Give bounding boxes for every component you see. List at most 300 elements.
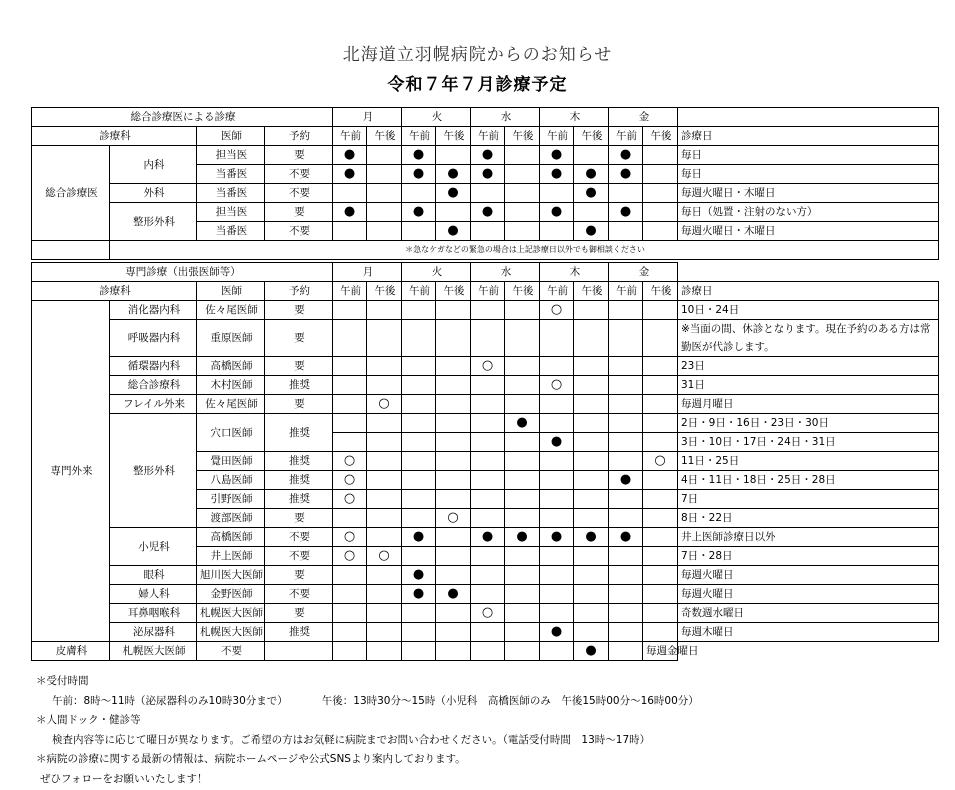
empty-slot [643, 604, 678, 623]
empty-slot [643, 203, 678, 222]
table-row [32, 604, 939, 623]
empty-slot [471, 471, 505, 490]
empty-slot [402, 320, 436, 357]
filled-circle-mark: ● [436, 165, 471, 184]
reservation-status: 要 [265, 395, 333, 414]
empty-slot [367, 357, 402, 376]
schedule-dates: 23日 [678, 357, 939, 376]
empty-slot [402, 604, 436, 623]
empty-slot [367, 604, 402, 623]
reservation-status: 推奨 [265, 471, 333, 490]
schedule-title: 令和７年７月診療予定 [387, 75, 568, 95]
empty-slot [436, 604, 471, 623]
empty-slot [574, 604, 609, 623]
reservation-status: 要 [265, 509, 333, 528]
table-row [32, 241, 939, 260]
empty-slot [574, 623, 609, 642]
table-row [32, 184, 939, 203]
filled-circle-mark: ● [471, 165, 505, 184]
empty-slot [402, 471, 436, 490]
table-row [32, 528, 939, 547]
reservation-status: 不要 [197, 642, 265, 661]
empty-slot [574, 509, 609, 528]
empty-slot [540, 414, 574, 433]
dept-name: 婦人科 [110, 585, 197, 604]
table-row [32, 623, 939, 642]
empty-slot [540, 320, 574, 357]
pm-header: 午後 [436, 127, 471, 146]
reservation-status: 不要 [265, 165, 333, 184]
empty-slot [471, 395, 505, 414]
reservation-status: 要 [265, 301, 333, 320]
doctor-name: 重原医師 [197, 320, 265, 357]
filled-circle-mark: ● [333, 165, 367, 184]
reservation-status: 不要 [265, 547, 333, 566]
empty-slot [367, 623, 402, 642]
empty-slot [609, 184, 643, 203]
doctor-name: 担当医 [197, 146, 265, 165]
filled-circle-mark: ● [402, 146, 436, 165]
empty-slot [402, 395, 436, 414]
table-row [32, 263, 939, 282]
dept-header: 診療科 [32, 127, 197, 146]
empty-slot [505, 184, 540, 203]
schedule-dates: 11日・25日 [678, 452, 939, 471]
dept-name: 耳鼻咽喉科 [110, 604, 197, 623]
specialist-table [31, 262, 939, 661]
empty-slot [643, 623, 678, 642]
empty-slot [643, 433, 678, 452]
schedule-dates: 毎週火曜日 [678, 566, 939, 585]
dept-name: 眼科 [110, 566, 197, 585]
day-header: 木 [540, 263, 609, 282]
empty-slot [333, 509, 367, 528]
empty-slot [367, 301, 402, 320]
filled-circle-mark: ● [402, 585, 436, 604]
empty-slot [471, 547, 505, 566]
schedule-dates: 毎週木曜日 [678, 623, 939, 642]
empty-slot [367, 642, 402, 661]
pm-header: 午後 [505, 127, 540, 146]
section-header: 総合診療医による診療 [32, 108, 333, 127]
open-circle-mark: ○ [333, 471, 367, 490]
empty-slot [471, 452, 505, 471]
pm-header: 午後 [367, 282, 402, 301]
empty-slot [505, 471, 540, 490]
empty-slot [609, 623, 643, 642]
filled-circle-mark: ● [574, 528, 609, 547]
empty-slot [333, 184, 367, 203]
dept-name: 呼吸器内科 [110, 320, 197, 357]
empty-slot [436, 395, 471, 414]
table-row [32, 108, 939, 127]
empty-slot [643, 471, 678, 490]
empty-slot [333, 320, 367, 357]
empty-slot [540, 222, 574, 241]
empty-slot [471, 642, 505, 661]
empty-slot [505, 433, 540, 452]
schedule-dates: 奇数週水曜日 [678, 604, 939, 623]
empty-slot [333, 433, 367, 452]
empty-slot [436, 642, 471, 661]
empty-slot [574, 203, 609, 222]
group-label: 専門外来 [32, 301, 110, 642]
filled-circle-mark: ● [609, 528, 643, 547]
empty-slot [540, 184, 574, 203]
empty-slot [471, 222, 505, 241]
empty-slot [505, 222, 540, 241]
schedule-dates: 毎日 [678, 165, 939, 184]
empty-slot [574, 301, 609, 320]
empty-slot [436, 203, 471, 222]
empty-slot [574, 320, 609, 357]
empty-slot [333, 301, 367, 320]
doctor-name: 旭川医大医師 [197, 566, 265, 585]
empty-slot [436, 623, 471, 642]
doctor-name: 佐々尾医師 [197, 395, 265, 414]
dept-name: 小児科 [110, 528, 197, 566]
pm-header: 午後 [574, 282, 609, 301]
empty-slot [436, 566, 471, 585]
open-circle-mark: ○ [367, 547, 402, 566]
empty-slot [540, 604, 574, 623]
table-row [32, 282, 939, 301]
empty-slot [505, 357, 540, 376]
empty-slot [333, 566, 367, 585]
dates-header: 診療日 [678, 282, 939, 301]
filled-circle-mark: ● [436, 222, 471, 241]
empty-slot [643, 376, 678, 395]
reservation-status: 不要 [265, 528, 333, 547]
filled-circle-mark: ● [471, 146, 505, 165]
reservation-status: 要 [265, 203, 333, 222]
empty-slot [402, 452, 436, 471]
blank-cell [678, 108, 939, 127]
reservation-status: 推奨 [265, 414, 333, 452]
doctor-name: 井上医師 [197, 547, 265, 566]
empty-slot [609, 566, 643, 585]
empty-slot [402, 222, 436, 241]
filled-circle-mark: ● [574, 222, 609, 241]
empty-slot [505, 203, 540, 222]
reservation-status: 要 [265, 146, 333, 165]
empty-slot [367, 509, 402, 528]
empty-slot [505, 566, 540, 585]
reservation-status: 推奨 [265, 623, 333, 642]
doctor-header: 医師 [197, 282, 265, 301]
reservation-status: 推奨 [265, 490, 333, 509]
doctor-name: 当番医 [197, 184, 265, 203]
reservation-status: 要 [265, 604, 333, 623]
pm-header: 午後 [367, 127, 402, 146]
filled-circle-mark: ● [540, 165, 574, 184]
pm-header: 午後 [643, 282, 678, 301]
filled-circle-mark: ● [333, 203, 367, 222]
pm-header: 午後 [436, 282, 471, 301]
empty-slot [402, 433, 436, 452]
empty-slot [505, 490, 540, 509]
empty-slot [505, 585, 540, 604]
reservation-status: 要 [265, 566, 333, 585]
empty-slot [402, 509, 436, 528]
dept-name: 外科 [110, 184, 197, 203]
schedule-dates: 毎週金曜日 [643, 642, 678, 661]
dept-name: フレイル外来 [110, 395, 197, 414]
empty-slot [402, 642, 436, 661]
am-header: 午前 [333, 127, 367, 146]
filled-circle-mark: ● [436, 184, 471, 203]
empty-slot [333, 623, 367, 642]
empty-slot [367, 320, 402, 357]
empty-slot [643, 490, 678, 509]
empty-slot [333, 222, 367, 241]
checkup-note: 検査内容等に応じて曜日が異なります。ご希望の方はお気軽に病院までお問い合わせください。（電話受付時間 13時～17時） [52, 733, 651, 746]
empty-slot [402, 490, 436, 509]
empty-slot [505, 146, 540, 165]
empty-slot [505, 604, 540, 623]
empty-slot [574, 471, 609, 490]
empty-slot [643, 146, 678, 165]
dept-name: 皮膚科 [32, 642, 110, 661]
empty-slot [505, 547, 540, 566]
filled-circle-mark: ● [609, 203, 643, 222]
empty-slot [540, 395, 574, 414]
doctor-name: 穴口医師 [197, 414, 265, 452]
empty-slot [367, 222, 402, 241]
day-header: 金 [609, 108, 678, 127]
schedule-dates: 井上医師診療日以外 [678, 528, 939, 547]
am-header: 午前 [609, 282, 643, 301]
empty-slot [436, 433, 471, 452]
empty-slot [609, 357, 643, 376]
pm-header: 午後 [574, 127, 609, 146]
empty-slot [471, 414, 505, 433]
empty-slot [402, 623, 436, 642]
empty-slot [609, 222, 643, 241]
blank-cell [32, 241, 110, 260]
empty-slot [643, 509, 678, 528]
empty-slot [402, 184, 436, 203]
empty-slot [643, 357, 678, 376]
empty-slot [436, 547, 471, 566]
empty-slot [643, 320, 678, 357]
empty-slot [574, 490, 609, 509]
schedule-dates: 8日・22日 [678, 509, 939, 528]
dept-name: 消化器内科 [110, 301, 197, 320]
filled-circle-mark: ● [505, 414, 540, 433]
empty-slot [367, 433, 402, 452]
table-row [32, 414, 939, 433]
dept-name: 整形外科 [110, 203, 197, 241]
reservation-status: 不要 [265, 222, 333, 241]
am-header: 午前 [609, 127, 643, 146]
empty-slot [333, 604, 367, 623]
empty-slot [540, 509, 574, 528]
blank-cell [678, 263, 939, 282]
day-header: 火 [402, 263, 471, 282]
empty-slot [436, 146, 471, 165]
am-header: 午前 [402, 282, 436, 301]
empty-slot [643, 585, 678, 604]
empty-slot [505, 320, 540, 357]
reservation-status: 要 [265, 357, 333, 376]
filled-circle-mark: ● [540, 623, 574, 642]
day-header: 火 [402, 108, 471, 127]
empty-slot [436, 357, 471, 376]
empty-slot [505, 165, 540, 184]
filled-circle-mark: ● [333, 146, 367, 165]
schedule-dates: ※当面の間、休診となります。現在予約のある方は常勤医が代診します。 [678, 320, 939, 357]
schedule-dates: 3日・10日・17日・24日・31日 [678, 433, 939, 452]
empty-slot [505, 623, 540, 642]
empty-slot [540, 471, 574, 490]
empty-slot [643, 547, 678, 566]
empty-slot [333, 414, 367, 433]
filled-circle-mark: ● [402, 203, 436, 222]
am-header: 午前 [540, 127, 574, 146]
schedule-dates: 毎週火曜日 [678, 585, 939, 604]
filled-circle-mark: ● [574, 642, 609, 661]
open-circle-mark: ○ [471, 357, 505, 376]
empty-slot [367, 414, 402, 433]
schedule-dates: 7日 [678, 490, 939, 509]
doctor-name: 高橋医師 [197, 528, 265, 547]
empty-slot [574, 414, 609, 433]
empty-slot [505, 301, 540, 320]
table-row [32, 642, 939, 661]
empty-slot [643, 395, 678, 414]
empty-slot [367, 585, 402, 604]
empty-slot [367, 165, 402, 184]
empty-slot [643, 222, 678, 241]
open-circle-mark: ○ [333, 452, 367, 471]
empty-slot [609, 547, 643, 566]
am-header: 午前 [402, 127, 436, 146]
empty-slot [471, 433, 505, 452]
dept-name: 総合診療科 [110, 376, 197, 395]
empty-slot [471, 585, 505, 604]
empty-slot [436, 376, 471, 395]
table-row [32, 376, 939, 395]
empty-slot [436, 490, 471, 509]
reservation-status: 不要 [265, 184, 333, 203]
empty-slot [643, 165, 678, 184]
empty-slot [505, 452, 540, 471]
empty-slot [540, 566, 574, 585]
empty-slot [540, 490, 574, 509]
open-circle-mark: ○ [333, 547, 367, 566]
empty-slot [436, 471, 471, 490]
schedule-dates: 毎週火曜日・木曜日 [678, 222, 939, 241]
reservation-status: 不要 [265, 585, 333, 604]
day-header: 月 [333, 108, 402, 127]
doctor-name: 佐々尾医師 [197, 301, 265, 320]
doctor-name: 当番医 [197, 165, 265, 184]
checkup-heading: ＊人間ドック・健診等 [36, 714, 141, 726]
open-circle-mark: ○ [367, 395, 402, 414]
empty-slot [643, 184, 678, 203]
filled-circle-mark: ● [574, 165, 609, 184]
empty-slot [367, 490, 402, 509]
day-header: 月 [333, 263, 402, 282]
empty-slot [609, 433, 643, 452]
empty-slot [505, 642, 540, 661]
dates-header: 診療日 [678, 127, 939, 146]
empty-slot [609, 509, 643, 528]
empty-slot [265, 642, 333, 661]
dept-header: 診療科 [32, 282, 197, 301]
empty-slot [643, 414, 678, 433]
empty-slot [402, 547, 436, 566]
schedule-dates: 毎週火曜日・木曜日 [678, 184, 939, 203]
schedule-dates: 10日・24日 [678, 301, 939, 320]
empty-slot [471, 490, 505, 509]
empty-slot [643, 528, 678, 547]
empty-slot [471, 623, 505, 642]
empty-slot [609, 414, 643, 433]
empty-slot [367, 471, 402, 490]
schedule-dates: 毎週月曜日 [678, 395, 939, 414]
open-circle-mark: ○ [471, 604, 505, 623]
empty-slot [367, 146, 402, 165]
reservation-header: 予約 [265, 282, 333, 301]
doctor-name: 木村医師 [197, 376, 265, 395]
empty-slot [609, 452, 643, 471]
dept-name: 整形外科 [110, 414, 197, 528]
empty-slot [540, 357, 574, 376]
empty-slot [609, 585, 643, 604]
empty-slot [436, 320, 471, 357]
doctor-name: 札幌医大医師 [197, 623, 265, 642]
dept-name: 循環器内科 [110, 357, 197, 376]
filled-circle-mark: ● [436, 585, 471, 604]
empty-slot [402, 357, 436, 376]
footer-notes [36, 672, 699, 789]
empty-slot [574, 357, 609, 376]
afternoon-hours: 午後：13時30分～15時（小児科 高橋医師のみ 午後15時00分～16時00分） [321, 694, 699, 707]
empty-slot [540, 642, 574, 661]
empty-slot [436, 414, 471, 433]
empty-slot [609, 320, 643, 357]
empty-slot [471, 184, 505, 203]
open-circle-mark: ○ [643, 452, 678, 471]
open-circle-mark: ○ [333, 528, 367, 547]
empty-slot [574, 376, 609, 395]
day-header: 金 [609, 263, 678, 282]
schedule-dates: 4日・11日・18日・25日・28日 [678, 471, 939, 490]
group-label: 総合診療医 [32, 146, 110, 241]
open-circle-mark: ○ [333, 490, 367, 509]
schedule-dates: 毎日 [678, 146, 939, 165]
empty-slot [333, 395, 367, 414]
filled-circle-mark: ● [540, 203, 574, 222]
empty-slot [367, 376, 402, 395]
empty-slot [609, 604, 643, 623]
day-header: 水 [471, 108, 540, 127]
filled-circle-mark: ● [540, 433, 574, 452]
am-header: 午前 [333, 282, 367, 301]
empty-slot [574, 585, 609, 604]
empty-slot [540, 452, 574, 471]
empty-slot [609, 642, 643, 661]
section-header: 専門診療（出張医師等） [32, 263, 333, 282]
reservation-status: 要 [265, 320, 333, 357]
empty-slot [505, 395, 540, 414]
filled-circle-mark: ● [505, 528, 540, 547]
empty-slot [402, 414, 436, 433]
empty-slot [471, 566, 505, 585]
filled-circle-mark: ● [402, 528, 436, 547]
